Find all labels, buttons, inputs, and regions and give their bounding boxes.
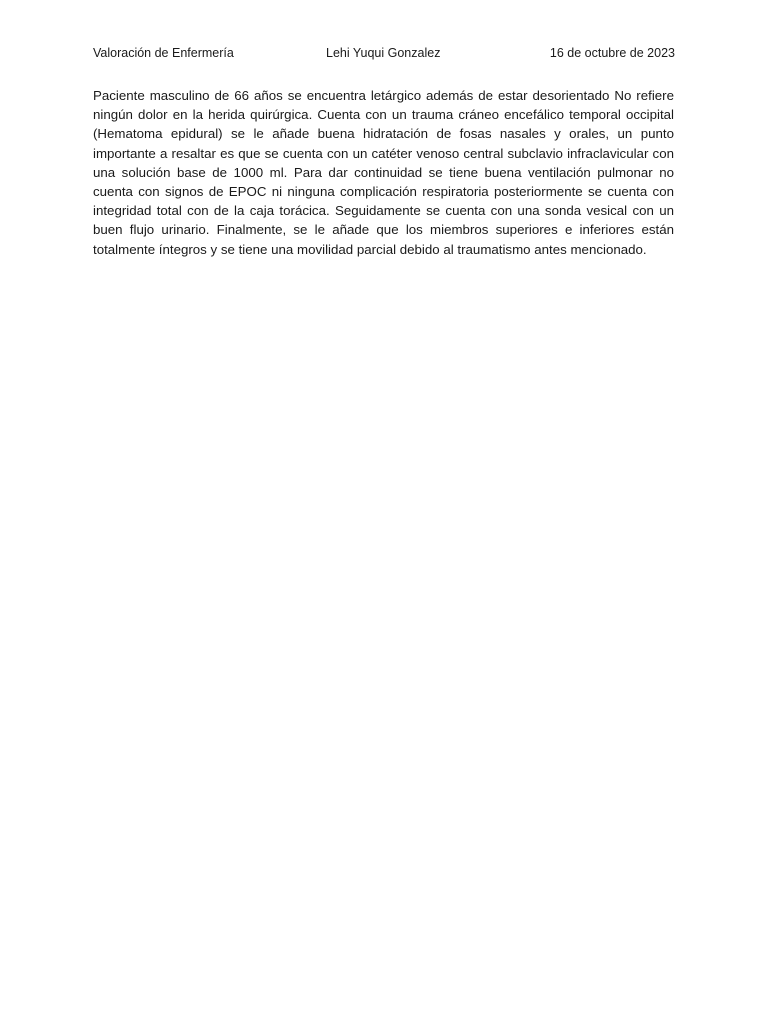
page-header <box>93 44 675 62</box>
header-date: 16 de octubre de 2023 <box>549 46 675 60</box>
assessment-paragraph: Paciente masculino de 66 años se encuentra letárgico además de estar desorientado No refiere ningún dolor en la herida quirúrgica. Cuenta con un trauma cráneo encefálico temporal occipital (Hematoma epidural) se le añade buena hidratación de fosas nasales y orales, un punto importante a resaltar es que se cuenta con un catéter venoso central subclavio infraclavicular con una solución base de 1000 ml. Para dar continuidad se tiene buena ventilación pulmonar no cuenta con signos de EPOC ni ninguna complicación respiratoria posteriormente se cuenta con integridad total con de la caja torácica. Seguidamente se cuenta con una sonda vesical con un buen flujo urinario. Finalmente, se le añade que los miembros superiores e inferiores están totalmente íntegros y se tiene una movilidad parcial debido al traumatismo antes mencionado. <box>93 88 674 257</box>
header-document-title: Valoración de Enfermería <box>93 46 234 60</box>
header-author-name: Lehi Yuqui Gonzalez <box>326 46 441 60</box>
